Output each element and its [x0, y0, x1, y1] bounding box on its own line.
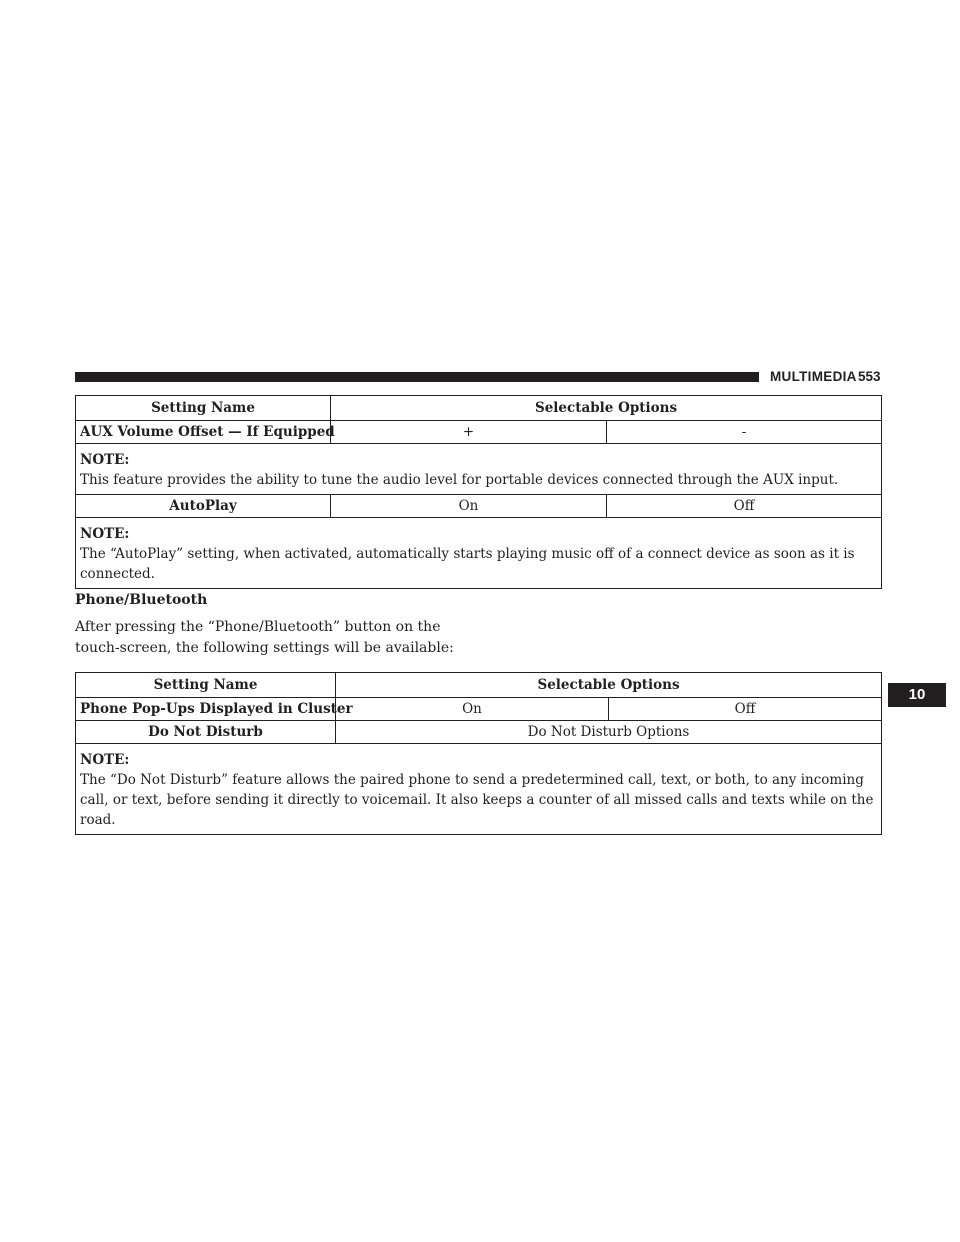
table-row: [76, 421, 882, 444]
table-row: [76, 495, 882, 518]
setting-name-aux-volume-offset: AUX Volume Offset — If Equipped: [76, 421, 331, 444]
option-do-not-disturb-options: Do Not Disturb Options: [336, 721, 882, 744]
running-header-section: MULTIMEDIA: [770, 369, 857, 384]
note-text: The “Do Not Disturb” feature allows the paired phone to send a predetermined call, text, or both, to any incoming call, or text, before sending it directly to voicemail. It also keeps a counter of all missed calls and texts while on the road.: [80, 772, 874, 828]
option-on: On: [336, 698, 609, 721]
note-text: The “AutoPlay” setting, when activated, automatically starts playing music off of a connect device as soon as it is connected.: [80, 546, 855, 582]
table-row: [76, 721, 882, 744]
setting-name-phone-popups: Phone Pop-Ups Displayed in Cluster: [76, 698, 336, 721]
note-label: NOTE:: [80, 752, 130, 768]
note-row: [76, 744, 882, 835]
note-label: NOTE:: [80, 526, 130, 542]
option-on: On: [331, 495, 607, 518]
setting-name-autoplay: AutoPlay: [76, 495, 331, 518]
note-cell: [76, 744, 882, 835]
option-minus: -: [607, 421, 882, 444]
column-header-selectable-options: Selectable Options: [336, 673, 882, 698]
settings-table-audio: [75, 395, 882, 589]
option-plus: +: [331, 421, 607, 444]
header-rule: [75, 372, 759, 382]
note-row: [76, 444, 882, 495]
settings-table-phone: [75, 672, 882, 835]
table-row: [76, 698, 882, 721]
column-header-selectable-options: Selectable Options: [331, 396, 882, 421]
note-cell: [76, 444, 882, 495]
table-header-row: [76, 673, 882, 698]
table-header-row: [76, 396, 882, 421]
note-text: This feature provides the ability to tune the audio level for portable devices connected through the AUX input.: [80, 472, 839, 488]
column-header-setting-name: Setting Name: [76, 396, 331, 421]
intro-paragraph: After pressing the “Phone/Bluetooth” button on the touch-screen, the following settings will be available:: [75, 619, 454, 656]
option-off: Off: [609, 698, 882, 721]
option-off: Off: [607, 495, 882, 518]
setting-name-do-not-disturb: Do Not Disturb: [76, 721, 336, 744]
note-row: [76, 518, 882, 589]
note-cell: [76, 518, 882, 589]
column-header-setting-name: Setting Name: [76, 673, 336, 698]
chapter-tab: 10: [888, 683, 946, 707]
note-label: NOTE:: [80, 452, 130, 468]
page-number: 553: [858, 369, 881, 384]
section-heading: Phone/Bluetooth: [75, 592, 208, 608]
